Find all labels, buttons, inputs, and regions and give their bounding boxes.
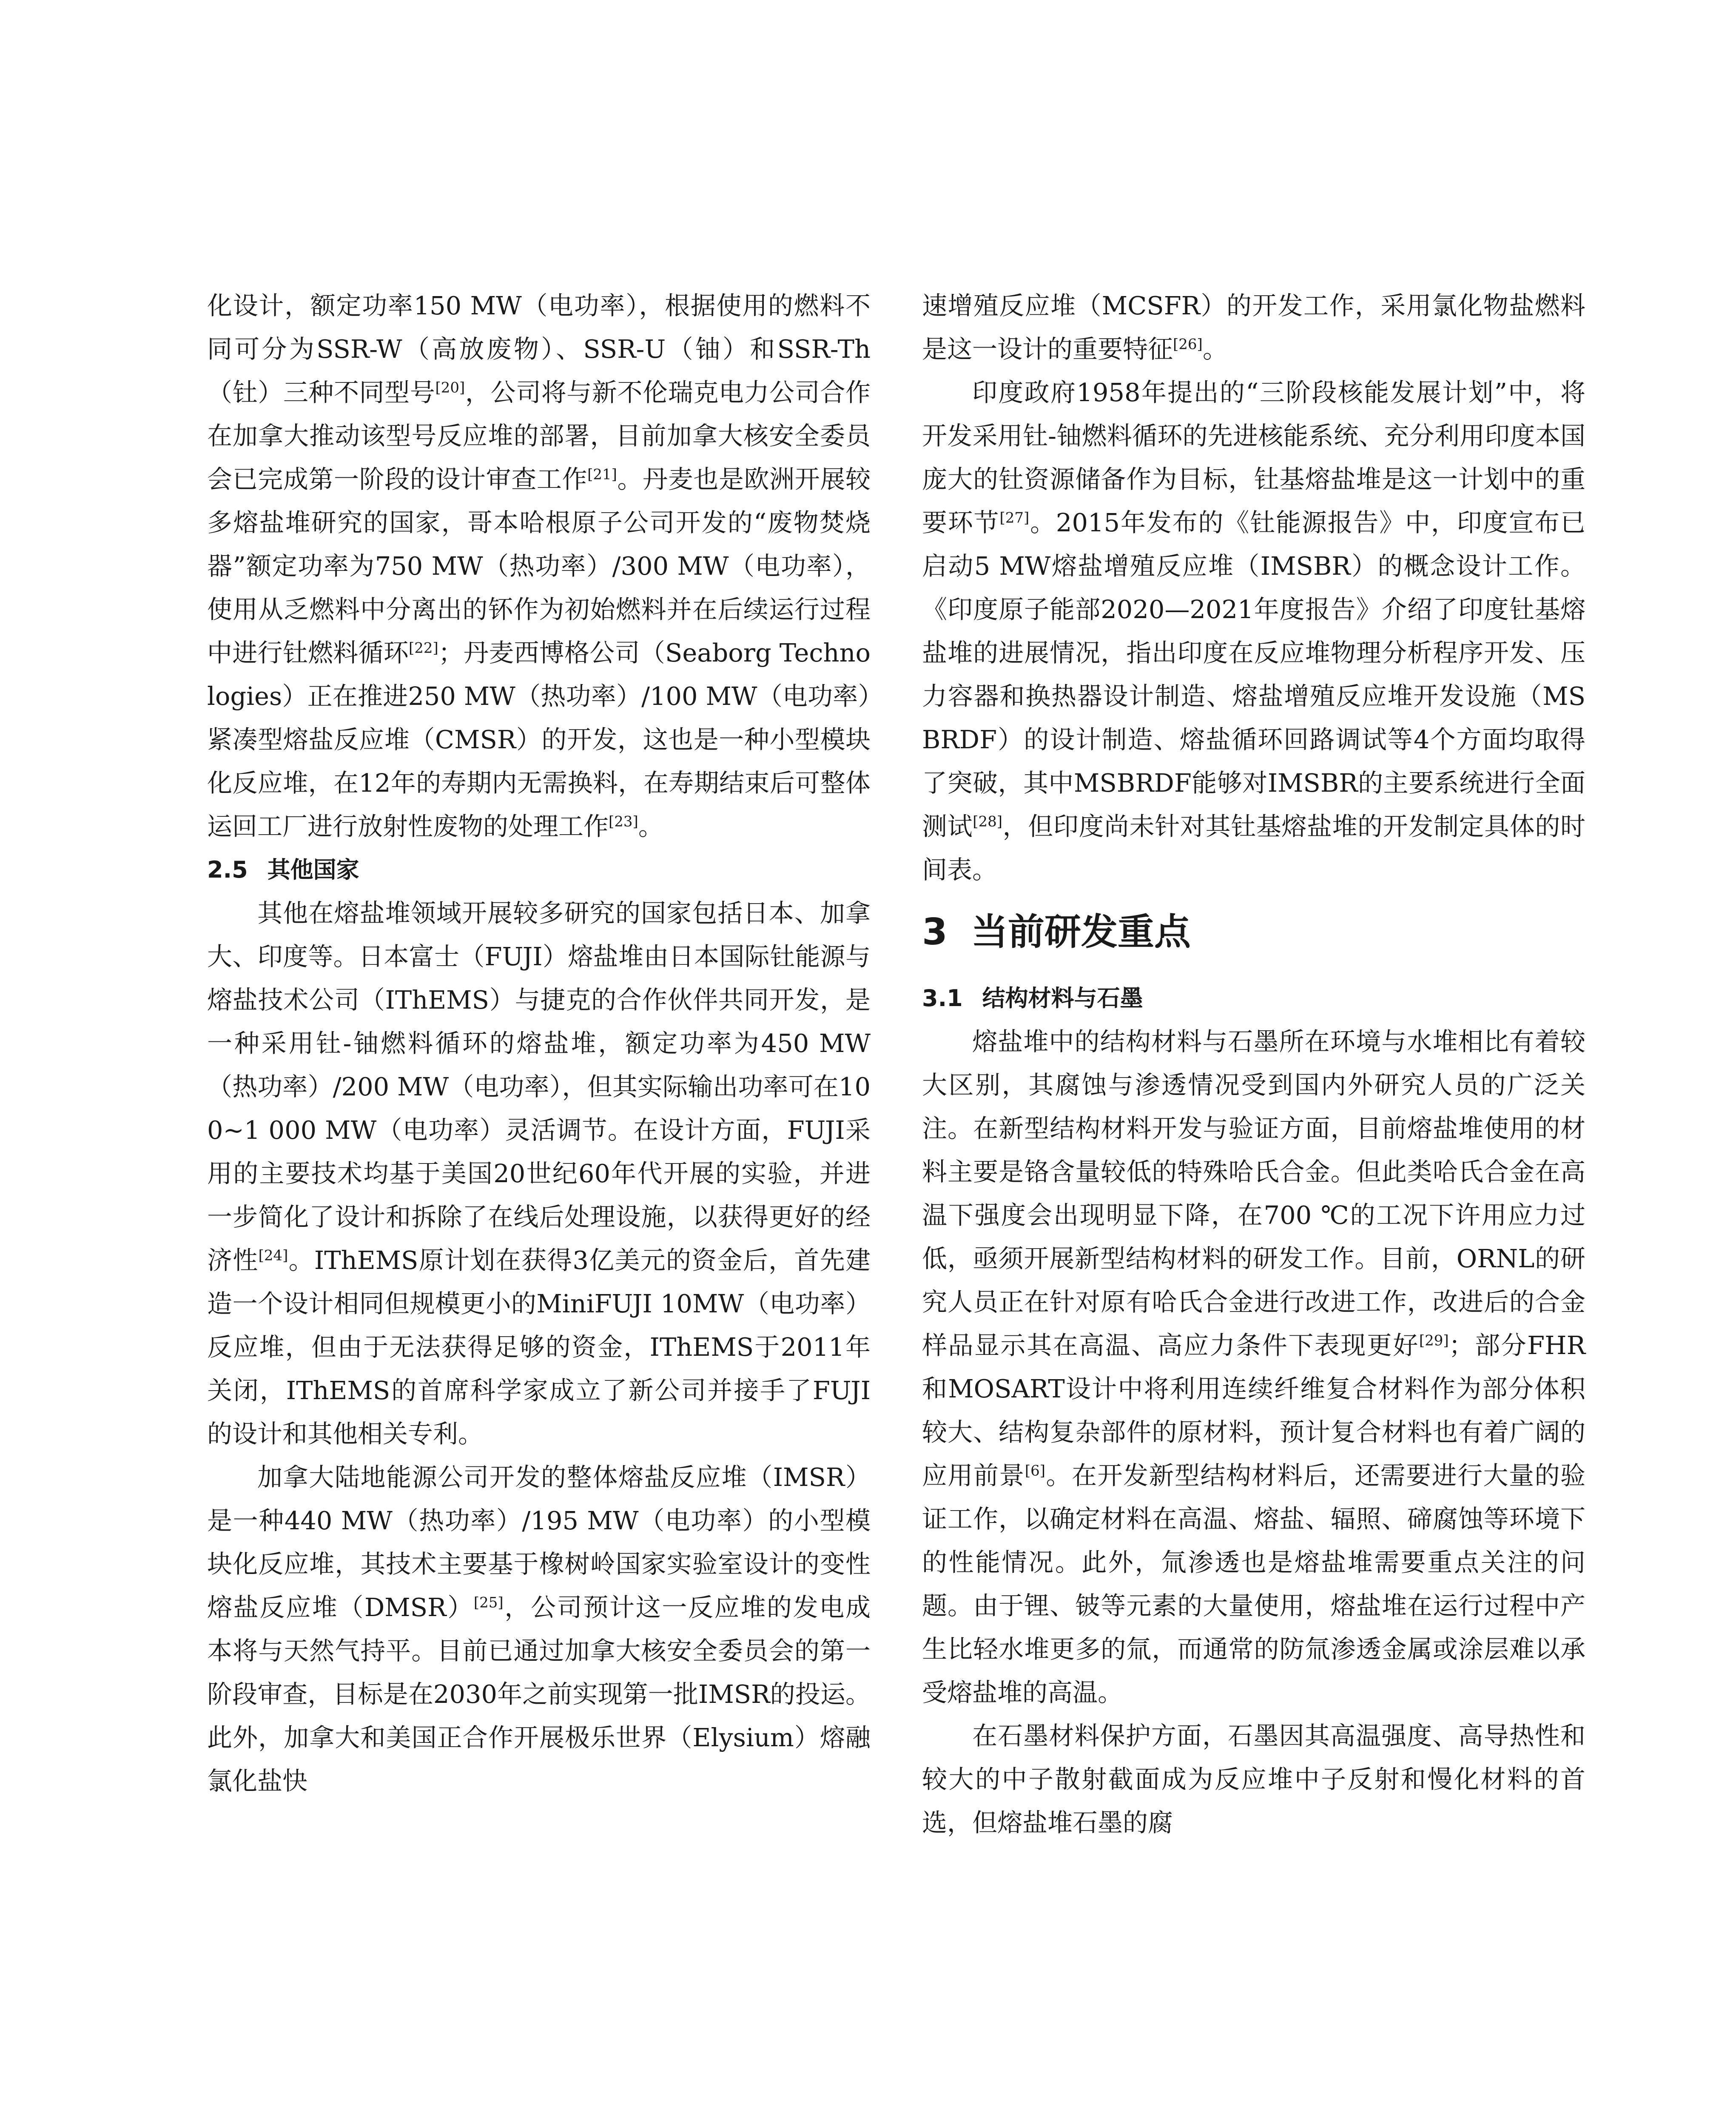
citation-ref: [21] bbox=[587, 466, 617, 483]
paragraph-country-designs: 化设计，额定功率150 MW（电功率），根据使用的燃料不同可分为SSR-W（高放废物）、SSR-U（铀）和SSR-Th（钍）三种不同型号[20]，公司将与新不伦瑞克电力公司合作在加拿大推动该型号反应堆的部署，目前加拿大核安全委员会已完成第一阶段的设计审查工作[21]。丹麦也是欧洲开展较多熔盐堆研究的国家，哥本哈根原子公司开发的“废物焚烧器”额定功率为750 MW（热功率）/300 MW（电功率），使用从乏燃料中分离出的钚作为初始燃料并在后续运行过程中进行钍燃料循环[22]；丹麦西博格公司（Seaborg Technologies）正在推进250 MW（热功率）/100 MW（电功率）紧凑型熔盐反应堆（CMSR）的开发，这也是一种小型模块化反应堆，在12年的寿期内无需换料，在寿期结束后可整体运回工厂进行放射性废物的处理工作[23]。 bbox=[207, 291, 871, 841]
citation-ref: [24] bbox=[258, 1247, 288, 1264]
left-column bbox=[207, 284, 871, 1803]
citation-ref: [26] bbox=[1173, 336, 1203, 353]
paragraph-mcsfr: 速增殖反应堆（MCSFR）的开发工作，采用氯化物盐燃料是这一设计的重要特征[26]。 bbox=[922, 291, 1585, 364]
section-heading-3-1: 3.1 结构材料与石墨 bbox=[922, 985, 1143, 1012]
section-heading-2-5: 2.5 其他国家 bbox=[207, 856, 359, 883]
paragraph-india: 印度政府1958年提出的“三阶段核能发展计划”中，将开发采用钍-铀燃料循环的先进核能系统、充分利用印度本国庞大的钍资源储备作为目标，钍基熔盐堆是这一计划中的重要环节[27]。2015年发布的《钍能源报告》中，印度宣布已启动5 MW熔盐增殖反应堆（IMSBR）的概念设计工作。《印度原子能部2020—2021年度报告》介绍了印度钍基熔盐堆的进展情况，指出印度在反应堆物理分析程序开发、压力容器和换热器设计制造、熔盐增殖反应堆开发设施（MSBRDF）的设计制造、熔盐循环回路调试等4个方面均取得了突破，其中MSBRDF能够对IMSBR的主要系统进行全面测试[28]，但印度尚未针对其钍基熔盐堆的开发制定具体的时间表。 bbox=[922, 378, 1585, 884]
paragraph-structural-materials: 熔盐堆中的结构材料与石墨所在环境与水堆相比有着较大区别，其腐蚀与渗透情况受到国内外研究人员的广泛关注。在新型结构材料开发与验证方面，目前熔盐堆使用的材料主要是铬含量较低的特殊哈氏合金。但此类哈氏合金在高温下强度会出现明显下降，在700 ℃的工况下许用应力过低，亟须开展新型结构材料的研发工作。目前，ORNL的研究人员正在针对原有哈氏合金进行改进工作，改进后的合金样品显示其在高温、高应力条件下表现更好[29]；部分FHR和MOSART设计中将利用连续纤维复合材料作为部分体积较大、结构复杂部件的原材料，预计复合材料也有着广阔的应用前景[6]。在开发新型结构材料后，还需要进行大量的验证工作，以确定材料在高温、熔盐、辐照、碲腐蚀等环境下的性能情况。此外，氚渗透也是熔盐堆需要重点关注的问题。由于锂、铍等元素的大量使用，熔盐堆在运行过程中产生比轻水堆更多的氚，而通常的防氚渗透金属或涂层难以承受熔盐堆的高温。 bbox=[922, 1027, 1585, 1707]
citation-ref: [28] bbox=[973, 813, 1003, 830]
citation-ref: [25] bbox=[473, 1594, 504, 1611]
citation-ref: [29] bbox=[1419, 1332, 1449, 1349]
citation-ref: [6] bbox=[1025, 1462, 1046, 1480]
citation-ref: [22] bbox=[408, 639, 438, 657]
citation-ref: [27] bbox=[999, 509, 1030, 527]
right-column bbox=[922, 284, 1585, 1845]
citation-ref: [20] bbox=[435, 379, 465, 396]
paragraph-other-countries: 其他在熔盐堆领域开展较多研究的国家包括日本、加拿大、印度等。日本富士（FUJI）熔盐堆由日本国际钍能源与熔盐技术公司（IThEMS）与捷克的合作伙伴共同开发，是一种采用钍-铀燃料循环的熔盐堆，额定功率为450 MW（热功率）/200 MW（电功率），但其实际输出功率可在100~1 000 MW（电功率）灵活调节。在设计方面，FUJI采用的主要技术均基于美国20世纪60年代开展的实验，并进一步简化了设计和拆除了在线后处理设施，以获得更好的经济性[24]。IThEMS原计划在获得3亿美元的资金后，首先建造一个设计相同但规模更小的MiniFUJI 10MW（电功率）反应堆，但由于无法获得足够的资金，IThEMS于2011年关闭，IThEMS的首席科学家成立了新公司并接手了FUJI的设计和其他相关专利。 bbox=[207, 898, 871, 1448]
paragraph-canada-imsr: 加拿大陆地能源公司开发的整体熔盐反应堆（IMSR）是一种440 MW（热功率）/195 MW（电功率）的小型模块化反应堆，其技术主要基于橡树岭国家实验室设计的变性熔盐反应堆（DMSR）[25]，公司预计这一反应堆的发电成本将与天然气持平。目前已通过加拿大核安全委员会的第一阶段审查，目标是在2030年之前实现第一批IMSR的投运。此外，加拿大和美国正合作开展极乐世界（Elysium）熔融氯化盐快 bbox=[207, 1463, 871, 1796]
paragraph-graphite: 在石墨材料保护方面，石墨因其高温强度、高导热性和较大的中子散射截面成为反应堆中子反射和慢化材料的首选，但熔盐堆石墨的腐 bbox=[922, 1721, 1585, 1837]
citation-ref: [23] bbox=[609, 813, 638, 830]
section-heading-3: 3 当前研发重点 bbox=[922, 911, 1191, 953]
